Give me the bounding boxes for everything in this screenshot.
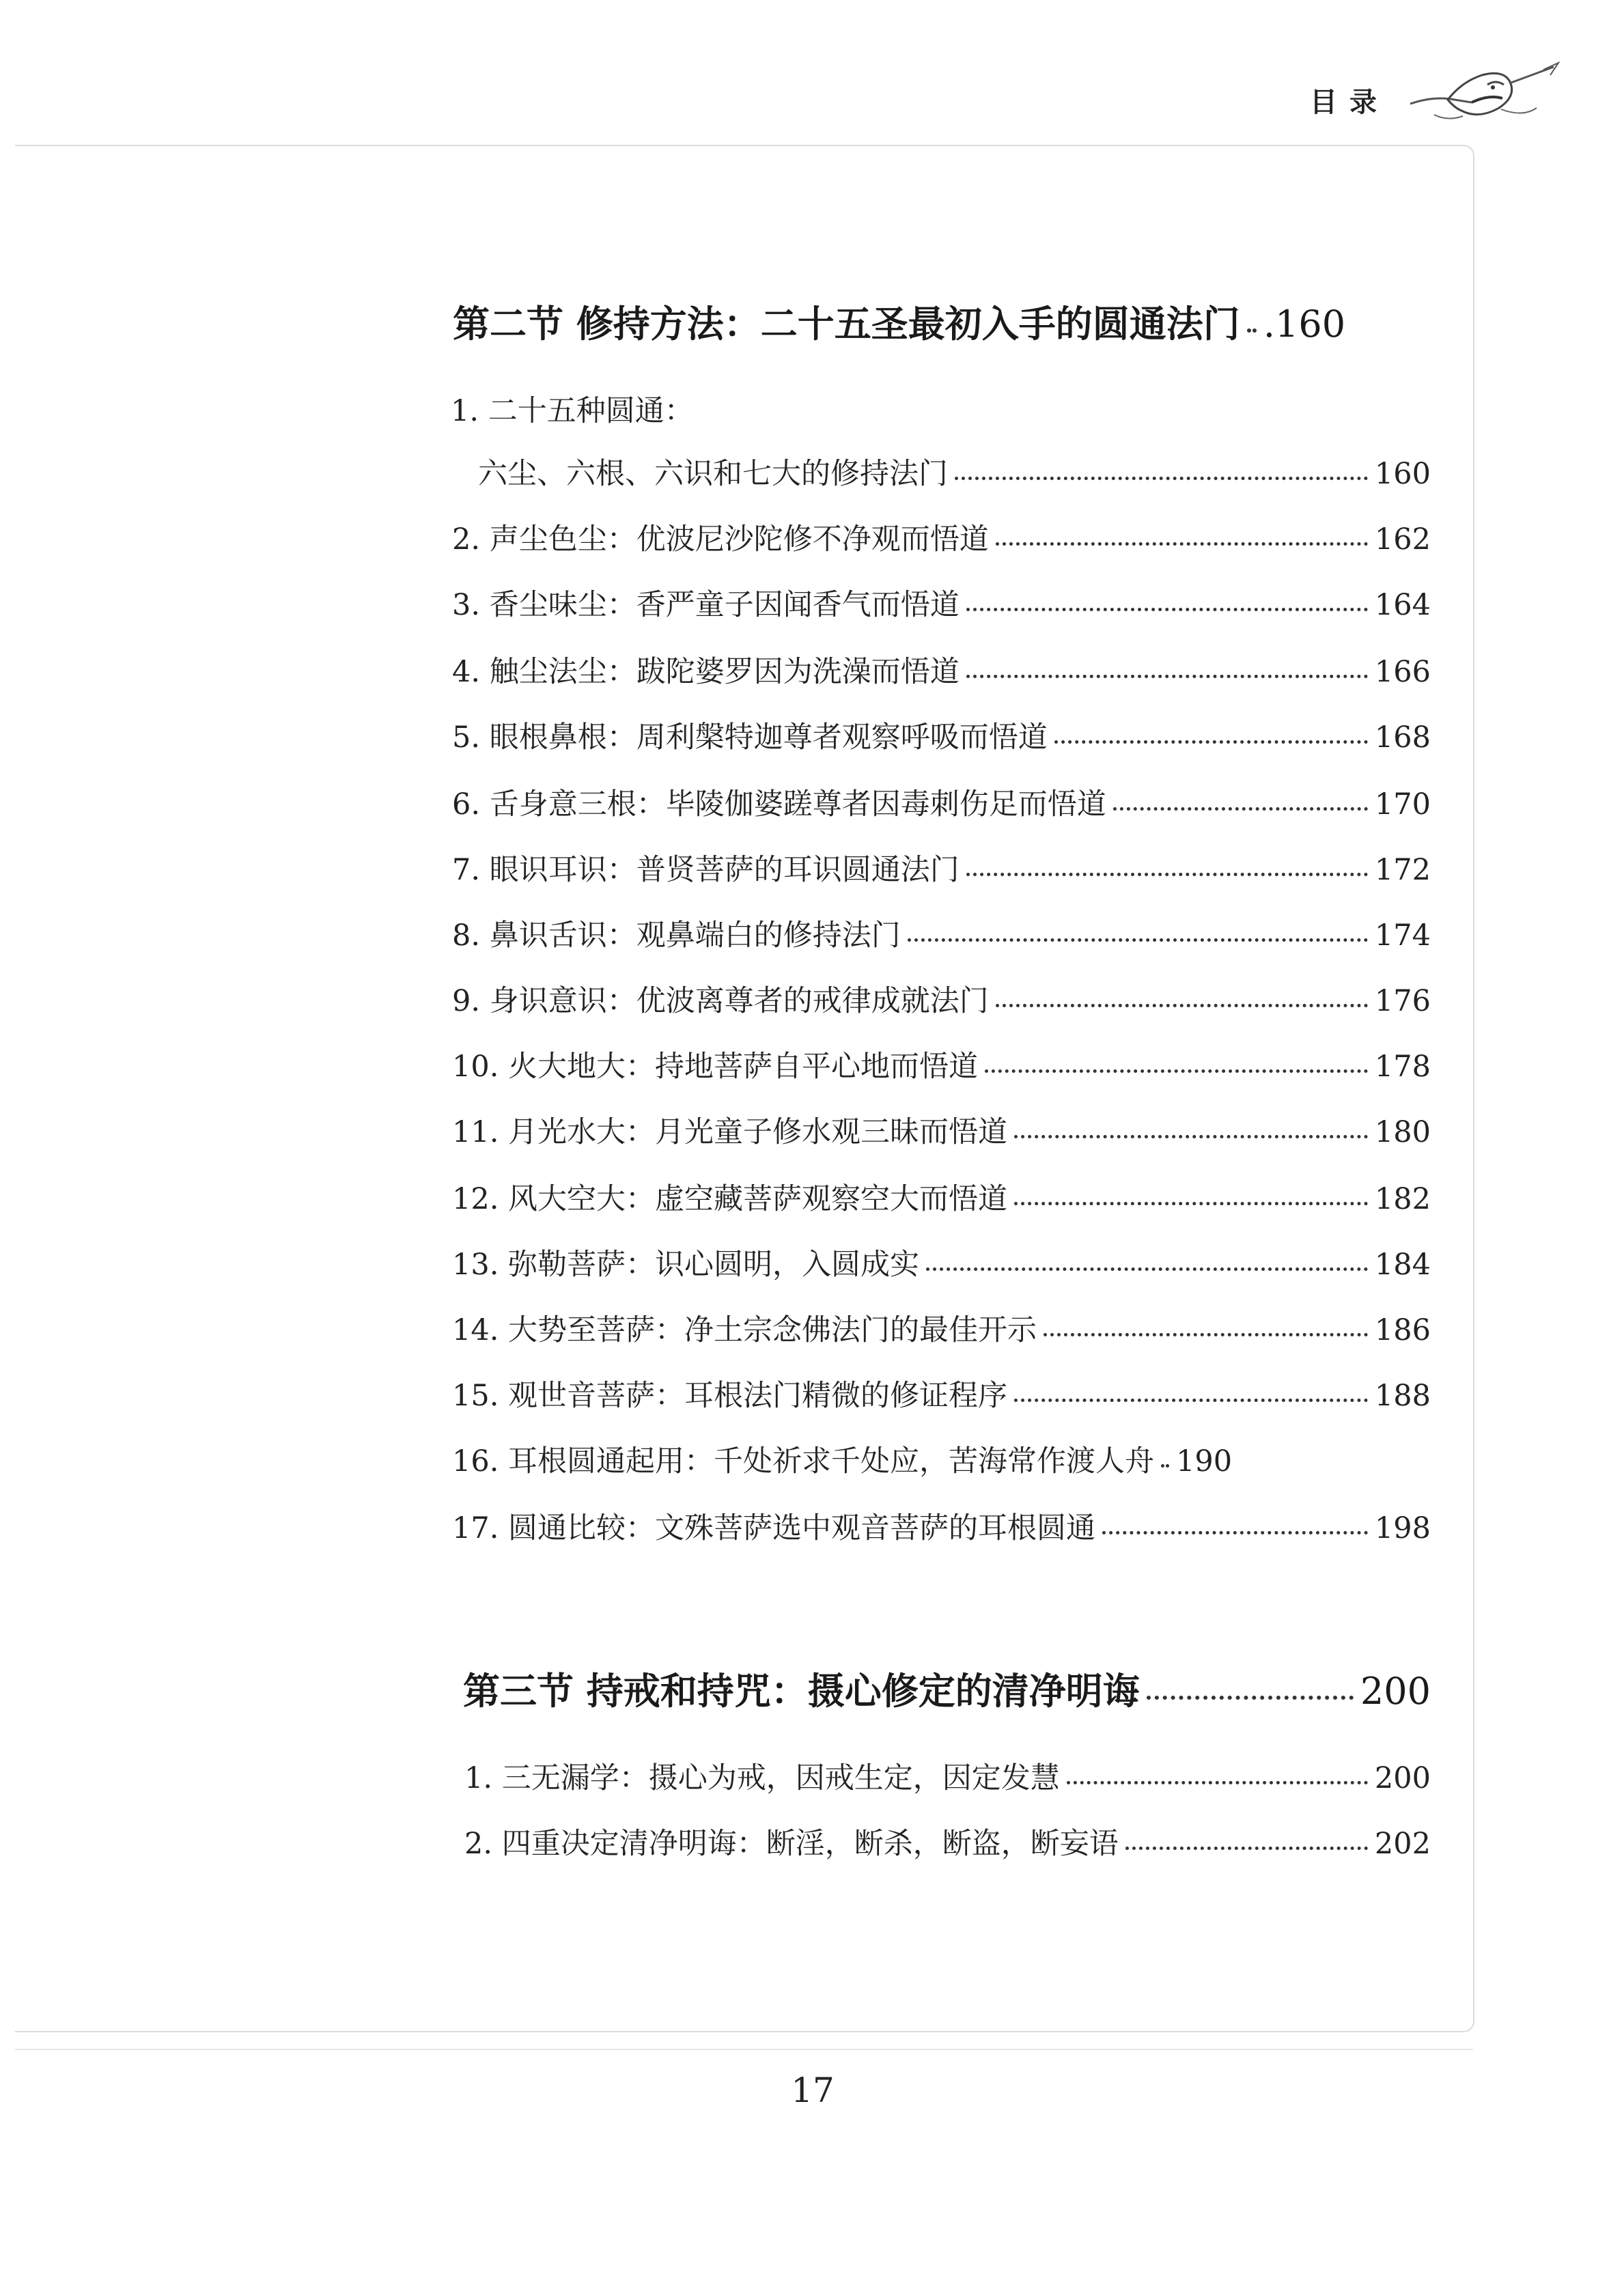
panel-divider (15, 2049, 1473, 2050)
leader-dots (908, 938, 1368, 942)
leader-dots (955, 477, 1368, 480)
bird-sketch-icon (1407, 55, 1564, 143)
leader-dots (966, 873, 1368, 876)
toc-entry: 8. 鼻识舌识：观鼻端白的修持法门 174 (452, 918, 1431, 953)
leader-dots (1125, 1847, 1368, 1850)
toc-entry: 5. 眼根鼻根：周利槃特迦尊者观察呼吸而悟道 168 (452, 720, 1431, 755)
leader-dots (985, 1069, 1368, 1073)
leader-dots (1054, 740, 1368, 744)
toc-entry: 六尘、六根、六识和七大的修持法门 160 (478, 457, 1431, 491)
toc-entry: 12. 风大空大：虚空藏菩萨观察空大而悟道 182 (452, 1182, 1431, 1216)
toc-entry: 17. 圆通比较：文殊菩萨选中观音菩萨的耳根圆通 198 (452, 1511, 1431, 1545)
leader-dots (1067, 1781, 1368, 1784)
toc-entry: 6. 舌身意三根：毕陵伽婆蹉尊者因毒刺伤足而悟道 170 (452, 787, 1431, 822)
leader-dots (1014, 1135, 1368, 1138)
leader-dots (1113, 807, 1368, 811)
toc-entry: 15. 观世音菩萨：耳根法门精微的修证程序 188 (452, 1379, 1431, 1413)
toc-entry: 3. 香尘味尘：香严童子因闻香气而悟道 164 (452, 588, 1431, 622)
leader-dots (1102, 1531, 1368, 1534)
leader-dots (966, 608, 1368, 611)
leader-dots (1044, 1333, 1368, 1336)
toc-entry: 2. 声尘色尘：优波尼沙陀修不净观而悟道 162 (452, 522, 1431, 557)
leader-dots (1014, 1399, 1368, 1402)
toc-entry: 1. 二十五种圆通： (451, 394, 694, 428)
leader-dots (1147, 1696, 1354, 1700)
page-number: 17 (791, 2071, 835, 2110)
toc-entry: 4. 触尘法尘：跋陀婆罗因为洗澡而悟道 166 (452, 655, 1431, 689)
leader-dots (966, 675, 1368, 678)
toc-entry: 10. 火大地大：持地菩萨自平心地而悟道 178 (452, 1050, 1431, 1084)
toc-entry: 14. 大势至菩萨：净土宗念佛法门的最佳开示 186 (452, 1313, 1431, 1347)
leader-dots (926, 1267, 1368, 1271)
leader-dots (1247, 328, 1257, 333)
toc-entry: 13. 弥勒菩萨：识心圆明，入圆成实 184 (452, 1248, 1431, 1282)
leader-dots (1161, 1464, 1169, 1468)
toc-entry: 1. 三无漏学：摄心为戒，因戒生定，因定发慧 200 (464, 1761, 1431, 1795)
leader-dots (996, 1004, 1368, 1007)
toc-entry: 16. 耳根圆通起用：千处祈求千处应，苦海常作渡人舟 190 (452, 1444, 1233, 1478)
toc-entry: 11. 月光水大：月光童子修水观三昧而悟道 180 (452, 1115, 1431, 1149)
toc-entry: 9. 身识意识：优波离尊者的戒律成就法门 176 (452, 984, 1431, 1018)
leader-dots (1014, 1202, 1368, 1205)
page-header-title: 目录 (1310, 87, 1389, 118)
toc-entry: 2. 四重决定清净明诲：断淫，断杀，断盗，断妄语 202 (464, 1827, 1431, 1861)
section-heading: 第二节 修持方法：二十五圣最初入手的圆通法门 .160 (453, 303, 1346, 346)
section-heading: 第三节 持戒和持咒：摄心修定的清净明诲 200 (463, 1670, 1431, 1713)
toc-entry: 7. 眼识耳识：普贤菩萨的耳识圆通法门 172 (452, 853, 1431, 887)
leader-dots (996, 542, 1368, 546)
